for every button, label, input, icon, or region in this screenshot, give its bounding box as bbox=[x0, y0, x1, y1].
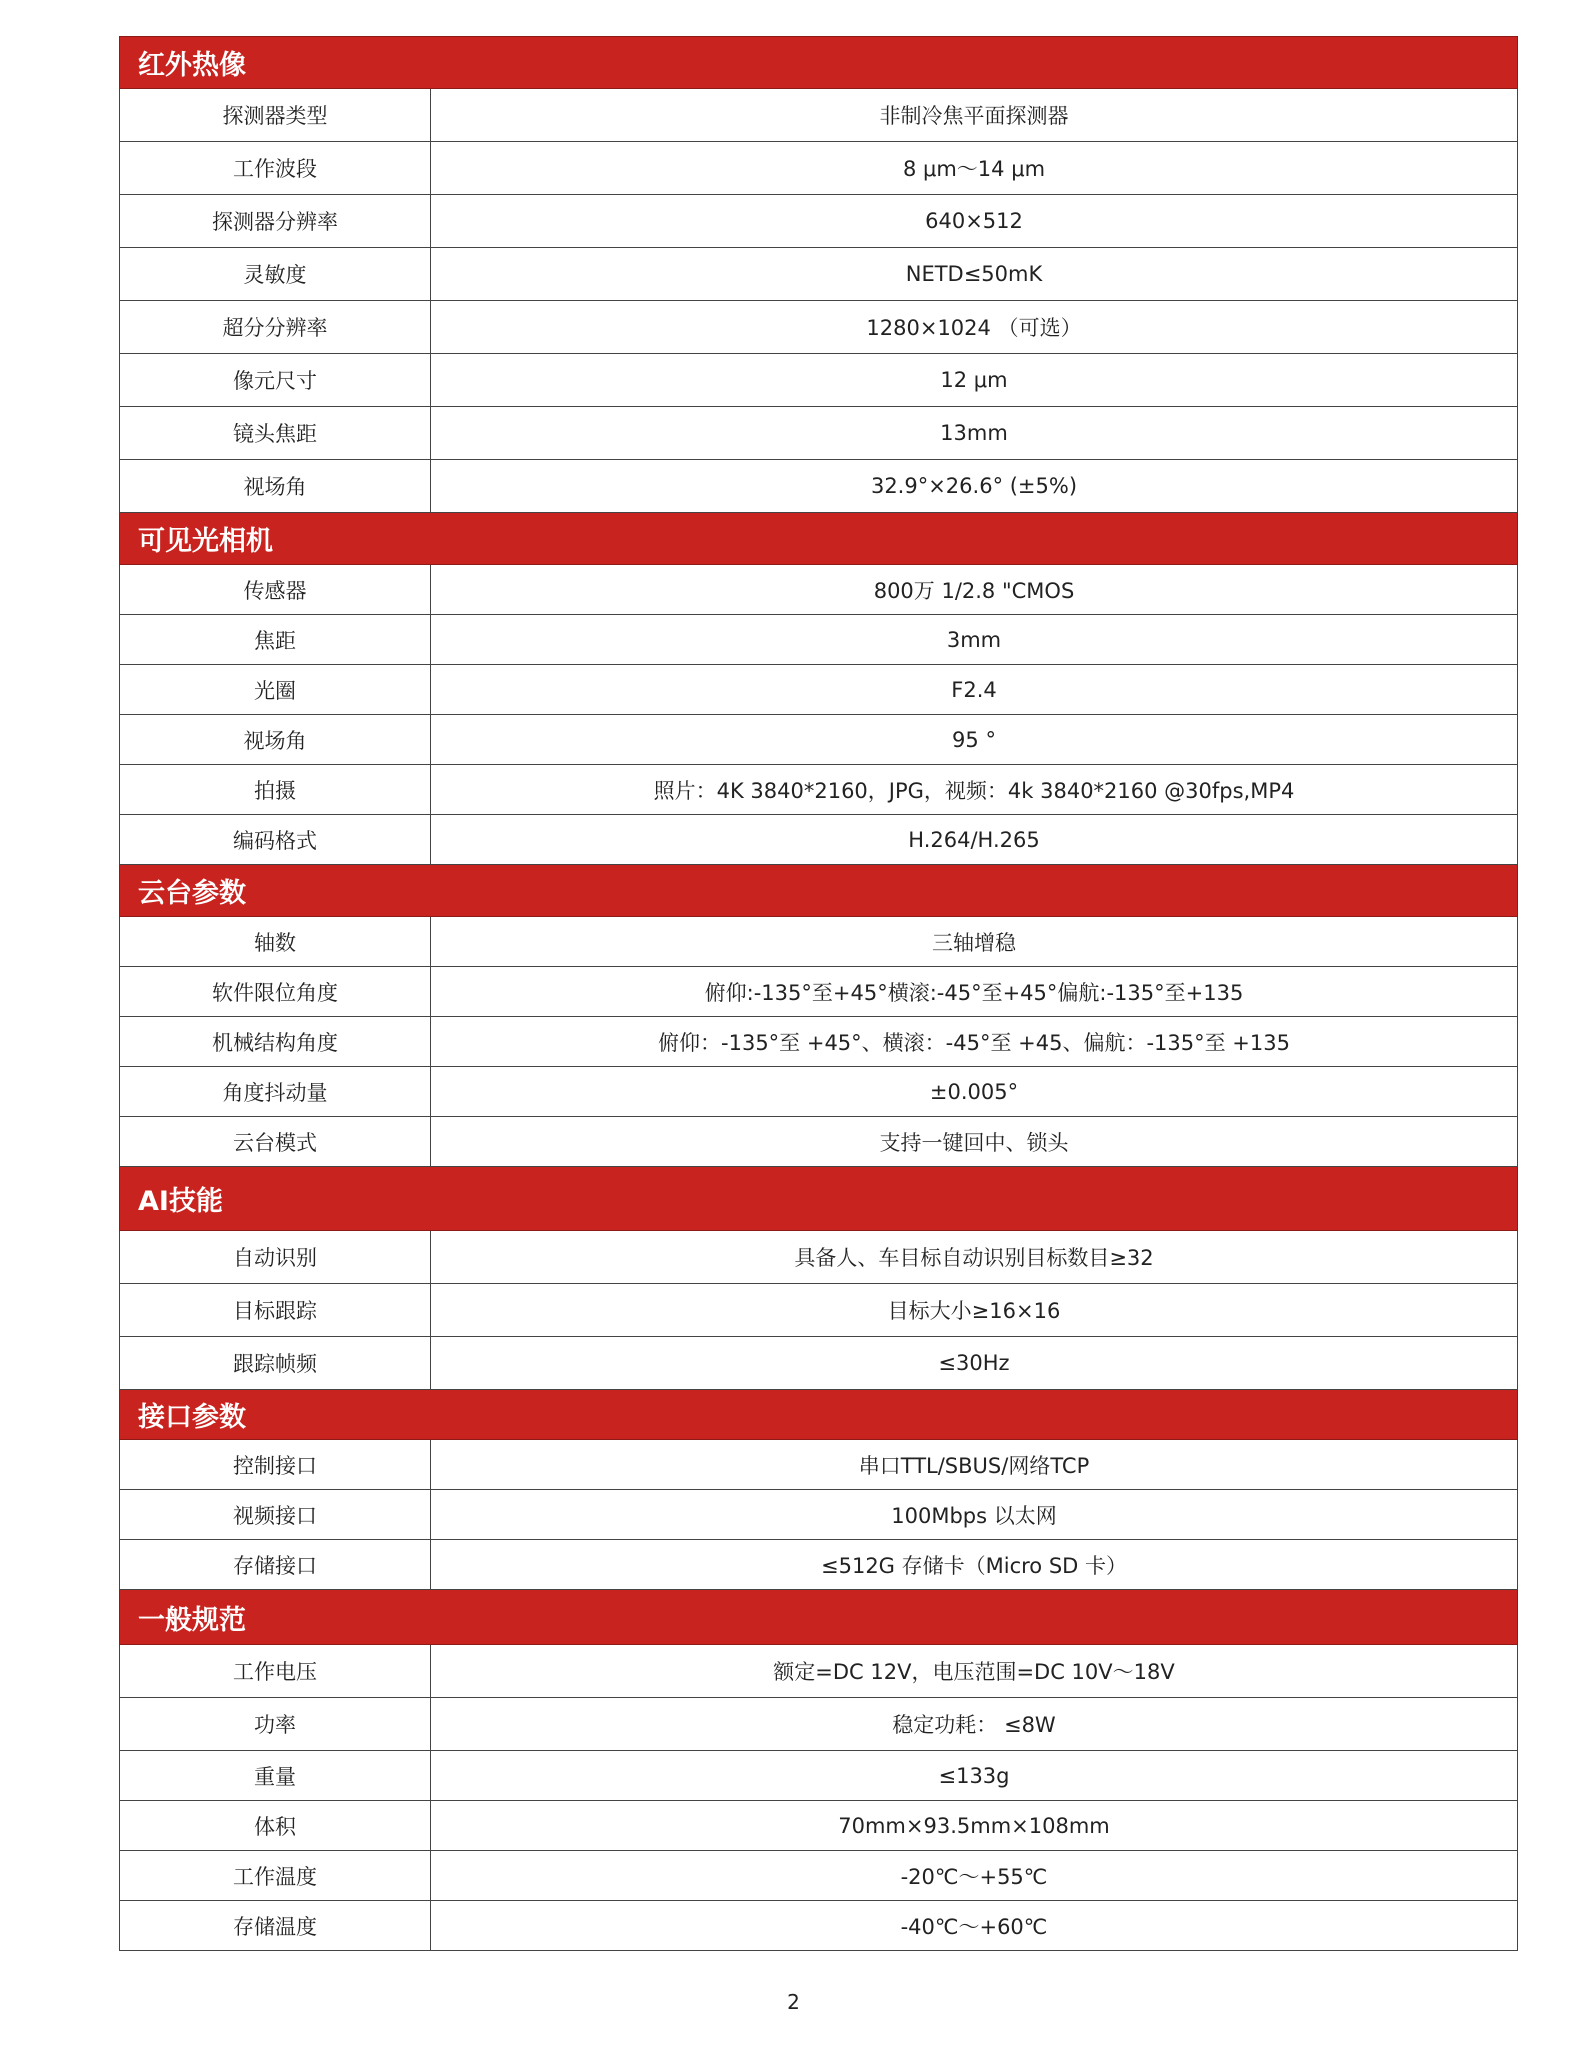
table-row bbox=[120, 1540, 1518, 1590]
row-label: 拍摄 bbox=[120, 765, 431, 815]
row-label: 功率 bbox=[120, 1698, 431, 1751]
section-header bbox=[120, 1590, 1518, 1645]
row-value: 目标大小≥16×16 bbox=[431, 1284, 1518, 1337]
row-label: 灵敏度 bbox=[120, 248, 431, 301]
row-value: 100Mbps 以太网 bbox=[431, 1490, 1518, 1540]
row-label: 轴数 bbox=[120, 917, 431, 967]
section-title: 云台参数 bbox=[120, 865, 1518, 917]
row-label: 存储温度 bbox=[120, 1901, 431, 1951]
row-value: 额定=DC 12V，电压范围=DC 10V～18V bbox=[431, 1645, 1518, 1698]
table-row bbox=[120, 1901, 1518, 1951]
table-row bbox=[120, 1440, 1518, 1490]
spec-table bbox=[119, 36, 1518, 1951]
table-row bbox=[120, 1751, 1518, 1801]
table-row bbox=[120, 195, 1518, 248]
row-label: 探测器分辨率 bbox=[120, 195, 431, 248]
row-value: 串口TTL/SBUS/网络TCP bbox=[431, 1440, 1518, 1490]
section-title: 一般规范 bbox=[120, 1590, 1518, 1645]
table-row bbox=[120, 1851, 1518, 1901]
table-row bbox=[120, 917, 1518, 967]
row-label: 焦距 bbox=[120, 615, 431, 665]
row-label: 跟踪帧频 bbox=[120, 1337, 431, 1390]
row-value: 支持一键回中、锁头 bbox=[431, 1117, 1518, 1167]
row-value: 俯仰：-135°至 +45°、横滚：-45°至 +45、偏航：-135°至 +135 bbox=[431, 1017, 1518, 1067]
section-title: 接口参数 bbox=[120, 1390, 1518, 1440]
table-row bbox=[120, 354, 1518, 407]
table-row bbox=[120, 407, 1518, 460]
row-value: ≤133g bbox=[431, 1751, 1518, 1801]
row-value: 三轴增稳 bbox=[431, 917, 1518, 967]
table-row bbox=[120, 1284, 1518, 1337]
row-label: 角度抖动量 bbox=[120, 1067, 431, 1117]
row-label: 光圈 bbox=[120, 665, 431, 715]
table-row bbox=[120, 615, 1518, 665]
row-value: 3mm bbox=[431, 615, 1518, 665]
section-header bbox=[120, 37, 1518, 89]
table-row bbox=[120, 1231, 1518, 1284]
section-title: 可见光相机 bbox=[120, 513, 1518, 565]
table-row bbox=[120, 1117, 1518, 1167]
row-label: 控制接口 bbox=[120, 1440, 431, 1490]
row-value: ±0.005° bbox=[431, 1067, 1518, 1117]
table-row bbox=[120, 142, 1518, 195]
row-value: 1280×1024 （可选） bbox=[431, 301, 1518, 354]
table-row bbox=[120, 565, 1518, 615]
row-value: ≤30Hz bbox=[431, 1337, 1518, 1390]
table-row bbox=[120, 301, 1518, 354]
row-label: 像元尺寸 bbox=[120, 354, 431, 407]
row-label: 工作波段 bbox=[120, 142, 431, 195]
row-label: 工作温度 bbox=[120, 1851, 431, 1901]
section-header bbox=[120, 1390, 1518, 1440]
table-row bbox=[120, 1017, 1518, 1067]
section-title: AI技能 bbox=[120, 1167, 1518, 1231]
row-label: 体积 bbox=[120, 1801, 431, 1851]
table-row bbox=[120, 89, 1518, 142]
row-value: 95 ° bbox=[431, 715, 1518, 765]
row-value: 32.9°×26.6° (±5%) bbox=[431, 460, 1518, 513]
row-value: ≤512G 存储卡（Micro SD 卡） bbox=[431, 1540, 1518, 1590]
row-value: 8 μm～14 μm bbox=[431, 142, 1518, 195]
row-label: 视频接口 bbox=[120, 1490, 431, 1540]
row-label: 视场角 bbox=[120, 715, 431, 765]
page-number: 2 bbox=[787, 1990, 800, 2014]
row-value: 12 μm bbox=[431, 354, 1518, 407]
row-label: 工作电压 bbox=[120, 1645, 431, 1698]
row-label: 云台模式 bbox=[120, 1117, 431, 1167]
row-label: 探测器类型 bbox=[120, 89, 431, 142]
row-value: 13mm bbox=[431, 407, 1518, 460]
row-value: -40℃～+60℃ bbox=[431, 1901, 1518, 1951]
row-label: 软件限位角度 bbox=[120, 967, 431, 1017]
row-value: NETD≤50mK bbox=[431, 248, 1518, 301]
row-label: 重量 bbox=[120, 1751, 431, 1801]
row-label: 自动识别 bbox=[120, 1231, 431, 1284]
row-label: 存储接口 bbox=[120, 1540, 431, 1590]
table-row bbox=[120, 967, 1518, 1017]
section-header bbox=[120, 865, 1518, 917]
row-label: 目标跟踪 bbox=[120, 1284, 431, 1337]
table-row bbox=[120, 1801, 1518, 1851]
row-label: 编码格式 bbox=[120, 815, 431, 865]
row-value: 照片：4K 3840*2160，JPG，视频：4k 3840*2160 @30fps,MP4 bbox=[431, 765, 1518, 815]
row-value: 具备人、车目标自动识别目标数目≥32 bbox=[431, 1231, 1518, 1284]
row-value: 640×512 bbox=[431, 195, 1518, 248]
section-header bbox=[120, 513, 1518, 565]
table-row bbox=[120, 765, 1518, 815]
row-value: 70mm×93.5mm×108mm bbox=[431, 1801, 1518, 1851]
row-value: 800万 1/2.8 "CMOS bbox=[431, 565, 1518, 615]
table-row bbox=[120, 1337, 1518, 1390]
row-value: 非制冷焦平面探测器 bbox=[431, 89, 1518, 142]
row-label: 超分分辨率 bbox=[120, 301, 431, 354]
row-label: 传感器 bbox=[120, 565, 431, 615]
table-row bbox=[120, 248, 1518, 301]
table-row bbox=[120, 1645, 1518, 1698]
row-label: 视场角 bbox=[120, 460, 431, 513]
section-header bbox=[120, 1167, 1518, 1231]
table-row bbox=[120, 1698, 1518, 1751]
table-row bbox=[120, 665, 1518, 715]
row-value: 俯仰:-135°至+45°横滚:-45°至+45°偏航:-135°至+135 bbox=[431, 967, 1518, 1017]
table-row bbox=[120, 460, 1518, 513]
row-label: 机械结构角度 bbox=[120, 1017, 431, 1067]
table-row bbox=[120, 715, 1518, 765]
row-value: 稳定功耗： ≤8W bbox=[431, 1698, 1518, 1751]
row-value: F2.4 bbox=[431, 665, 1518, 715]
row-label: 镜头焦距 bbox=[120, 407, 431, 460]
row-value: H.264/H.265 bbox=[431, 815, 1518, 865]
table-row bbox=[120, 1067, 1518, 1117]
section-title: 红外热像 bbox=[120, 37, 1518, 89]
row-value: -20℃～+55℃ bbox=[431, 1851, 1518, 1901]
table-row bbox=[120, 1490, 1518, 1540]
table-row bbox=[120, 815, 1518, 865]
